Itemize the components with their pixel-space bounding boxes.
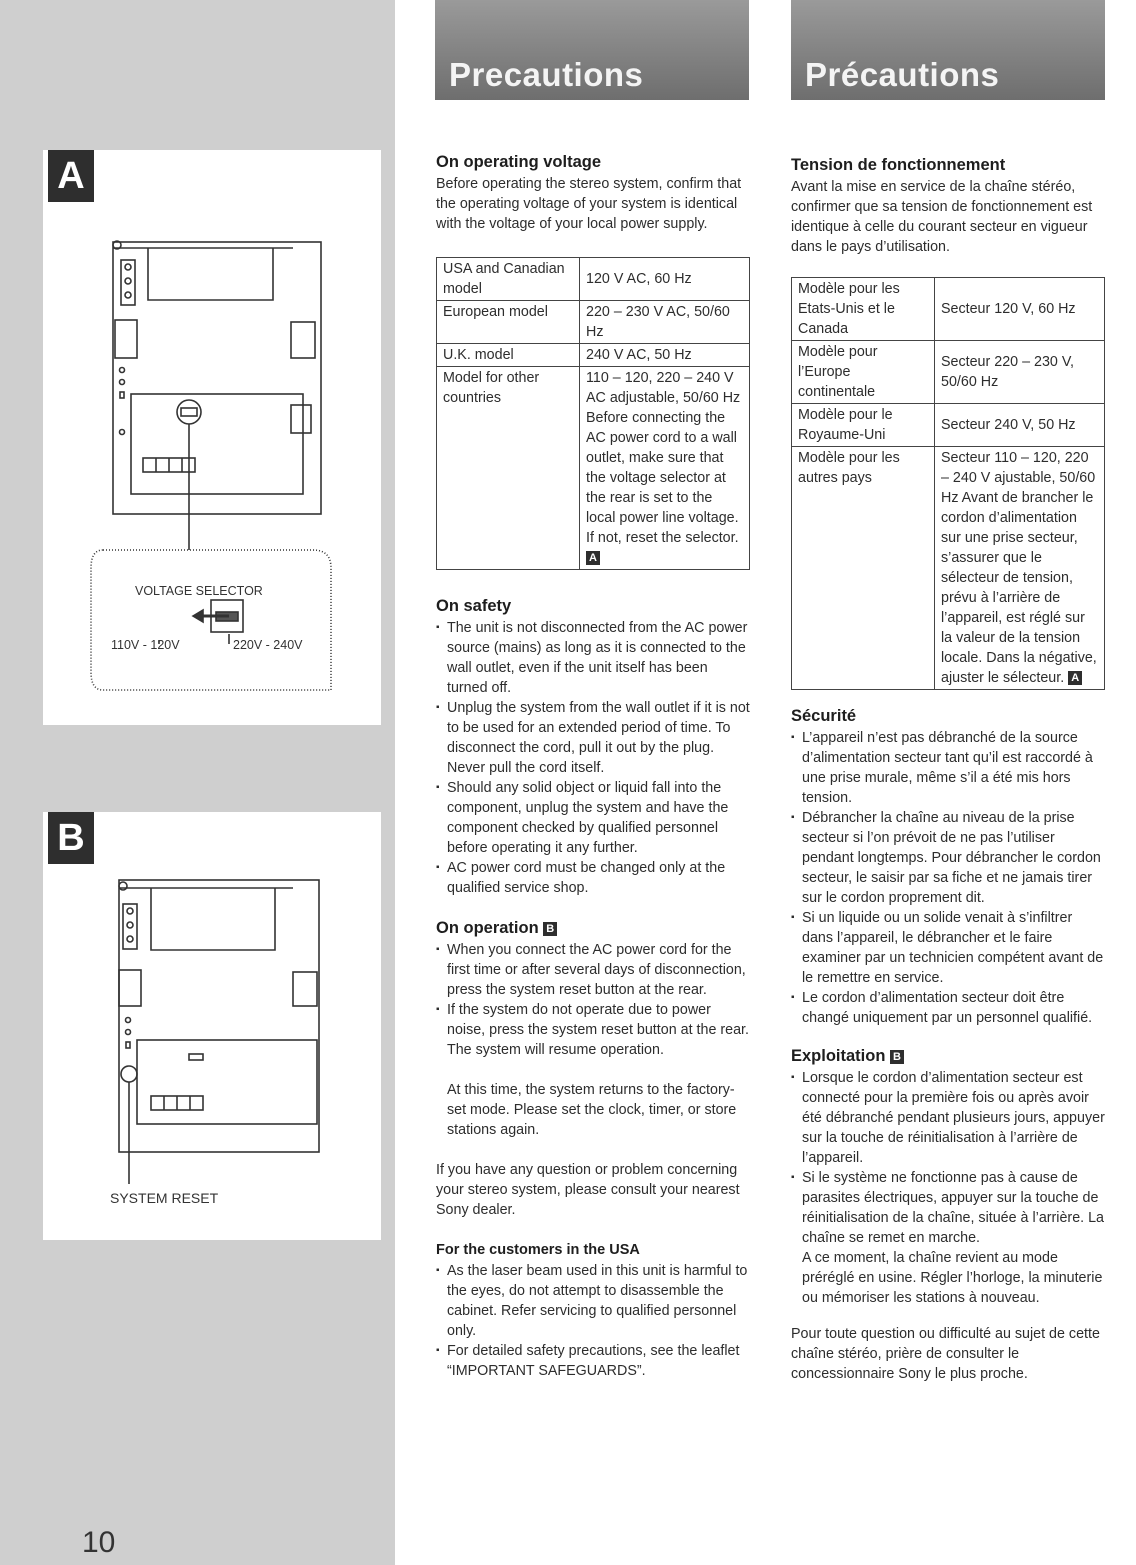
operation-heading-text: On operation [436, 919, 539, 937]
table-cell-model: USA and Canadian model [437, 258, 580, 301]
safety-heading: On safety [436, 597, 512, 615]
usa-list [436, 1261, 752, 1381]
table-cell-value: Secteur 120 V, 60 Hz [935, 278, 1105, 341]
list-item: ▪ If the system do not operate due to power noise, press the system reset button at the rear. The system will resume operation. [436, 1000, 752, 1060]
operation-note: At this time, the system returns to the factory-set mode. Please set the clock, timer, or store stations again. [447, 1082, 737, 1138]
illustration-panel-b [43, 812, 381, 1240]
page-number: 10 [82, 1526, 116, 1559]
table-row [792, 404, 1105, 447]
list-item: ▪ When you connect the AC power cord for the first time or after several days of disconnection, press the system reset button at the rear. [436, 940, 752, 1000]
list-item: ▪ AC power cord must be changed only at the qualified service shop. [436, 858, 752, 898]
header-bar-english [435, 0, 749, 100]
table-cell-text: Secteur 110 – 120, 220 – 240 V ajustable, 50/60 Hz Avant de brancher le cordon d’alimentation sur une prise secteur, s’assurer que le sélecteur de tension, prévu à l’arrière de l’appareil, est réglé sur la valeur de la tension locale. Dans la négative, ajuster le sélecteur. [941, 450, 1097, 686]
list-item: ▪ Le cordon d’alimentation secteur doit être changé uniquement par un personnel qualifié. [791, 988, 1107, 1028]
voltage-text: Before operating the stereo system, confirm that the operating voltage of your system is identical with the voltage of your local power supply. [436, 176, 742, 232]
list-item: ▪ Lorsque le cordon d’alimentation secteur est connecté pour la première fois ou après avoir été débranché pendant plusieurs jours, appuyer sur la touche de réinitialisation à l’arrière de l’appareil. [791, 1068, 1107, 1168]
securite-list [791, 728, 1107, 1028]
safety-list [436, 618, 752, 898]
usa-heading: For the customers in the USA [436, 1242, 640, 1258]
table-cell-model: Modèle pour les autres pays [792, 447, 935, 690]
list-item: ▪ Si le système ne fonctionne pas à cause de parasites électriques, appuyer sur la touche de réinitialisation de la chaîne, située à l’arrière. La chaîne se remet en marche. [791, 1168, 1107, 1248]
voltage-range-high: 220V - 240V [233, 638, 303, 652]
tension-text: Avant la mise en service de la chaîne stéréo, confirmer que sa tension de fonctionnement est identique à celle du courant secteur en vigueur dans le pays d’utilisation. [791, 179, 1093, 255]
table-cell-value: 240 V AC, 50 Hz [580, 344, 750, 367]
list-item: ▪ L’appareil n’est pas débranché de la source d’alimentation secteur tant qu’il est raccordé à une prise murale, même s’il a été mis hors tension. [791, 728, 1107, 808]
header-bar-french [791, 0, 1105, 100]
english-column [436, 152, 752, 1381]
list-item: ▪ The unit is not disconnected from the AC power source (mains) as long as it is connected to the wall outlet, even if the unit itself has been turned off. [436, 618, 752, 698]
table-cell-value: 120 V AC, 60 Hz [580, 258, 750, 301]
header-title-french: Précautions [805, 56, 1000, 93]
table-row [437, 367, 750, 570]
table-cell-model: U.K. model [437, 344, 580, 367]
exploitation-note: A ce moment, la chaîne revient au mode préréglé en usine. Régler l’horloge, la minuterie ou mémoriser les stations à nouveau. [802, 1250, 1103, 1306]
voltage-selector-label: VOLTAGE SELECTOR [135, 584, 263, 598]
question-text-fr: Pour toute question ou difficulté au sujet de cette chaîne stéréo, prière de consulter le concessionnaire Sony le plus proche. [791, 1326, 1100, 1382]
table-row [792, 447, 1105, 690]
table-cell-value: Secteur 220 – 230 V, 50/60 Hz [935, 341, 1105, 404]
table-cell-model: Model for other countries [437, 367, 580, 570]
tension-heading: Tension de fonctionnement [791, 156, 1006, 174]
tension-table [791, 277, 1105, 690]
table-row [437, 258, 750, 301]
exploitation-heading [791, 1046, 1107, 1066]
figure-ref-b-icon: B [890, 1050, 904, 1064]
table-cell-value: Secteur 240 V, 50 Hz [935, 404, 1105, 447]
table-cell-value [580, 367, 750, 570]
securite-heading: Sécurité [791, 707, 857, 725]
exploitation-heading-text: Exploitation [791, 1047, 886, 1065]
rear-panel-diagram-a [43, 150, 381, 725]
table-cell-model: Modèle pour l’Europe continentale [792, 341, 935, 404]
header-title-english: Precautions [449, 56, 644, 93]
figure-ref-b-icon: B [543, 922, 557, 936]
figure-marker-b: B [48, 812, 94, 864]
illustration-panel-a [43, 150, 381, 725]
table-cell-value [935, 447, 1105, 690]
figure-marker-a: A [48, 150, 94, 202]
voltage-heading: On operating voltage [436, 153, 602, 171]
list-item: ▪ Unplug the system from the wall outlet if it is not to be used for an extended period of time. To disconnect the cord, pull it out by the plug. Never pull the cord itself. [436, 698, 752, 778]
operation-list [436, 940, 752, 1060]
table-row [792, 341, 1105, 404]
list-item: ▪ Should any solid object or liquid fall into the component, unplug the system and have the component checked by qualified personnel before operating it any further. [436, 778, 752, 858]
table-cell-model: Modèle pour les Etats-Unis et le Canada [792, 278, 935, 341]
list-item: ▪ For detailed safety precautions, see the leaflet “IMPORTANT SAFEGUARDS”. [436, 1341, 752, 1381]
table-row [437, 301, 750, 344]
table-cell-value: 220 – 230 V AC, 50/60 Hz [580, 301, 750, 344]
figure-ref-a-icon: A [1068, 671, 1082, 685]
table-cell-text: 110 – 120, 220 – 240 V AC adjustable, 50/60 Hz Before connecting the AC power cord to a wall outlet, make sure that the voltage selector at the rear is set to the local power line voltage. If not, reset the selector. [586, 370, 741, 546]
exploitation-list [791, 1068, 1107, 1248]
list-item: ▪ Si un liquide ou un solide venait à s’infiltrer dans l’appareil, le débrancher et le faire examiner par un technicien compétent avant de le remettre en service. [791, 908, 1107, 988]
table-row [437, 344, 750, 367]
question-text: If you have any question or problem concerning your stereo system, please consult your nearest Sony dealer. [436, 1162, 740, 1218]
voltage-range-low: 110V - 120V [111, 638, 180, 652]
french-column [791, 155, 1107, 1384]
system-reset-label: SYSTEM RESET [110, 1190, 219, 1206]
operation-heading [436, 918, 752, 938]
list-item: ▪ As the laser beam used in this unit is harmful to the eyes, do not attempt to disassemble the cabinet. Refer servicing to qualified personnel only. [436, 1261, 752, 1341]
table-cell-model: Modèle pour le Royaume-Uni [792, 404, 935, 447]
voltage-table [436, 257, 750, 570]
table-row [792, 278, 1105, 341]
rear-panel-diagram-b [43, 812, 381, 1240]
figure-ref-a-icon: A [586, 551, 600, 565]
list-item: ▪ Débrancher la chaîne au niveau de la prise secteur si l’on prévoit de ne pas l’utiliser pendant longtemps. Pour débrancher le cordon secteur, le saisir par sa fiche et ne jamais tirer sur le cordon proprement dit. [791, 808, 1107, 908]
table-cell-model: European model [437, 301, 580, 344]
